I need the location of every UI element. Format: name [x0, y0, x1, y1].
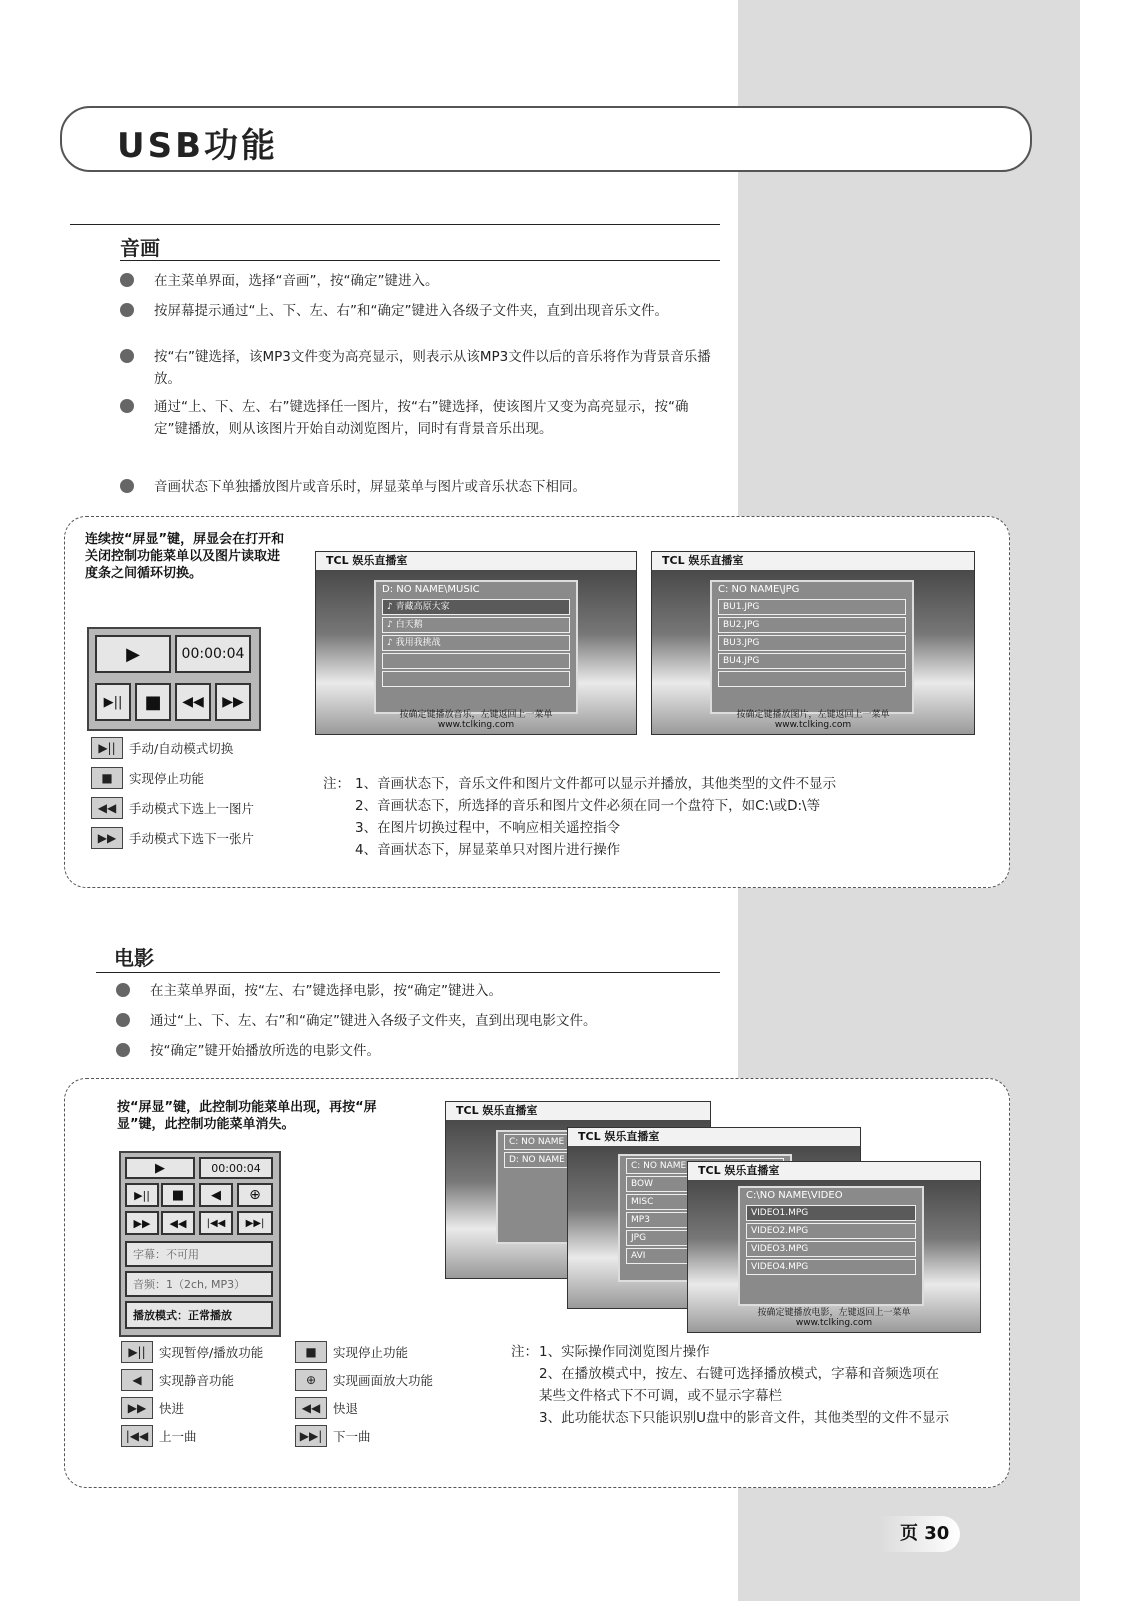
fast-forward-icon: ▶▶ [121, 1397, 153, 1419]
mute-icon[interactable]: ◀ [199, 1183, 233, 1207]
legend-item: ▶▶ 手动模式下选下一张片 [91, 827, 254, 849]
legend-item: ◀◀ 手动模式下选上一图片 [91, 797, 254, 819]
legend-item: ■ 实现停止功能 [295, 1341, 408, 1363]
bullet-icon [116, 1043, 130, 1057]
legend-item: ▶|| 手动/自动模式切换 [91, 737, 233, 759]
music-heading: 音画 [120, 236, 160, 260]
music-notes [323, 773, 953, 861]
stop-icon: ■ [295, 1341, 327, 1363]
panel-intro: 按“屏显”键，此控制功能菜单出现，再按“屏显”键，此控制功能菜单消失。 [117, 1100, 377, 1132]
legend-item: ▶▶| 下一曲 [295, 1425, 371, 1447]
time-display: 00:00:04 [199, 1157, 273, 1179]
folder-path: C: NO NAME\JPG [718, 584, 800, 595]
play-pause-icon[interactable]: ▶|| [125, 1183, 159, 1207]
page-title: USB功能 [117, 126, 279, 166]
bullet-icon [120, 479, 134, 493]
file-item[interactable]: BU4.JPG [718, 653, 906, 669]
file-item[interactable]: VIDEO2.MPG [746, 1223, 916, 1239]
empty-item [382, 653, 570, 669]
file-item[interactable]: ♪ 白天鹅 [382, 617, 570, 633]
mute-icon: ◀ [121, 1369, 153, 1391]
file-item[interactable]: VIDEO4.MPG [746, 1259, 916, 1275]
bullet-icon [120, 273, 134, 287]
file-item[interactable]: VIDEO3.MPG [746, 1241, 916, 1257]
music-control-menu [87, 627, 261, 731]
legend-item: ▶|| 实现暂停/播放功能 [121, 1341, 263, 1363]
tcl-logo: TCL 娱乐直播室 [688, 1162, 980, 1180]
title-banner [60, 106, 1032, 172]
legend-item: ■ 实现停止功能 [91, 767, 204, 789]
notes-label: 注： [323, 776, 350, 792]
folder-item[interactable]: MISC [626, 1194, 784, 1210]
note-line: 2、在播放模式中，按左、右键可选择播放模式，字幕和音频选项在某些文件格式下不可调，或不显示字幕栏 [539, 1366, 940, 1404]
folder-path: C:\NO NAME\VIDEO [746, 1190, 843, 1201]
music-step: 按“右”键选择，该MP3文件变为高亮显示，则表示从该MP3文件以后的音乐将作为背景音乐播放。 [120, 346, 720, 390]
play-icon[interactable]: ▶ [125, 1157, 195, 1179]
screen-footer: 按确定键播放电影，左键返回上一菜单 www.tclking.com [757, 1308, 911, 1328]
folder-item[interactable]: JPG [626, 1230, 784, 1246]
note-line: 3、此功能状态下只能识别U盘中的影音文件，其他类型的文件不显示 [539, 1410, 949, 1426]
movie-step: 按“确定”键开始播放所选的电影文件。 [116, 1040, 716, 1064]
section-rule [70, 224, 720, 225]
file-item[interactable]: BU1.JPG [718, 599, 906, 615]
music-screen [315, 551, 637, 735]
note-line: 2、音画状态下，所选择的音乐和图片文件必须在同一个盘符下，如C:\或D:\等 [355, 798, 821, 814]
play-pause-icon[interactable]: ▶|| [95, 683, 131, 721]
tcl-logo: TCL 娱乐直播室 [446, 1102, 710, 1120]
file-menu [374, 580, 578, 714]
drive-item[interactable]: D: NO NAME [504, 1152, 662, 1168]
legend-item: ◀◀ 快退 [295, 1397, 358, 1419]
legend-item: ◀ 实现静音功能 [121, 1369, 234, 1391]
music-step: 按屏幕提示通过“上、下、左、右”和“确定”键进入各级子文件夹，直到出现音乐文件。 [120, 300, 720, 344]
time-display: 00:00:04 [175, 635, 251, 673]
movie-step: 在主菜单界面，按“左、右”键选择电影，按“确定”键进入。 [116, 980, 716, 1004]
section-rule [96, 972, 720, 973]
rewind-icon[interactable]: ◀◀ [161, 1211, 195, 1235]
play-pause-icon: ▶|| [91, 737, 123, 759]
play-pause-icon: ▶|| [121, 1341, 153, 1363]
tcl-logo: TCL 娱乐直播室 [316, 552, 636, 570]
music-step: 音画状态下单独播放图片或音乐时，屏显菜单与图片或音乐状态下相同。 [120, 476, 720, 500]
note-line: 3、在图片切换过程中，不响应相关遥控指令 [355, 820, 621, 836]
folder-item[interactable]: BOW [626, 1176, 784, 1192]
file-menu [738, 1186, 924, 1306]
movie-heading: 电影 [114, 946, 154, 970]
previous-icon: |◀◀ [121, 1425, 153, 1447]
bullet-icon [120, 303, 134, 317]
previous-icon[interactable]: |◀◀ [199, 1211, 233, 1235]
fast-forward-icon[interactable]: ▶▶ [125, 1211, 159, 1235]
rewind-icon: ◀◀ [295, 1397, 327, 1419]
file-item[interactable]: VIDEO1.MPG [746, 1205, 916, 1221]
file-item[interactable]: ♪ 我用我挑战 [382, 635, 570, 651]
movie-step: 通过“上、下、左、右”和“确定”键进入各级子文件夹，直到出现电影文件。 [116, 1010, 716, 1034]
folder-path: D: NO NAME\MUSIC [382, 584, 480, 595]
bullet-icon [116, 983, 130, 997]
empty-item [718, 671, 906, 687]
movie-notes [511, 1341, 951, 1429]
audio-option[interactable]: 音频：1（2ch, MP3） [125, 1271, 273, 1297]
movie-file-screen [687, 1161, 981, 1333]
subtitle-option[interactable]: 字幕：不可用 [125, 1241, 273, 1267]
next-icon: ▶▶| [295, 1425, 327, 1447]
picture-screen [651, 551, 975, 735]
legend-item: ▶▶ 快进 [121, 1397, 184, 1419]
next-icon[interactable]: ▶▶ [215, 683, 251, 721]
screen-footer: 按确定键播放图片，左键返回上一菜单 www.tclking.com [736, 710, 890, 730]
file-item[interactable]: BU2.JPG [718, 617, 906, 633]
stop-icon[interactable]: ■ [135, 683, 171, 721]
zoom-icon: ⊕ [295, 1369, 327, 1391]
file-menu [710, 580, 914, 714]
note-line: 1、音画状态下，音乐文件和图片文件都可以显示并播放，其他类型的文件不显示 [355, 776, 837, 792]
stop-icon[interactable]: ■ [161, 1183, 195, 1207]
note-line: 4、音画状态下，屏显菜单只对图片进行操作 [355, 842, 621, 858]
music-panel [64, 516, 1010, 888]
next-icon[interactable]: ▶▶| [237, 1211, 273, 1235]
legend-item: |◀◀ 上一曲 [121, 1425, 197, 1447]
empty-item [382, 671, 570, 687]
notes-label: 注： [511, 1344, 538, 1360]
screen-footer: 按确定键播放音乐，左键返回上一菜单 www.tclking.com [399, 710, 553, 730]
next-icon: ▶▶ [91, 827, 123, 849]
tcl-logo: TCL 娱乐直播室 [568, 1128, 860, 1146]
drive-item[interactable]: C: NO NAME [504, 1134, 662, 1150]
play-icon[interactable]: ▶ [95, 635, 171, 673]
play-mode-option[interactable]: 播放模式：正常播放 [125, 1301, 273, 1329]
legend-item: ⊕ 实现画面放大功能 [295, 1369, 433, 1391]
previous-icon[interactable]: ◀◀ [175, 683, 211, 721]
bullet-icon [120, 349, 134, 363]
file-item[interactable]: BU3.JPG [718, 635, 906, 651]
folder-item[interactable]: C: NO NAME [626, 1158, 784, 1174]
folder-item[interactable]: AVI [626, 1248, 784, 1264]
movie-panel [64, 1078, 1010, 1488]
zoom-icon[interactable]: ⊕ [237, 1183, 273, 1207]
note-line: 1、实际操作同浏览图片操作 [539, 1344, 710, 1360]
section-rule [120, 260, 720, 261]
bullet-icon [116, 1013, 130, 1027]
tcl-logo: TCL 娱乐直播室 [652, 552, 974, 570]
page-margin [1080, 0, 1140, 1601]
panel-intro: 连续按“屏显”键，屏显会在打开和关闭控制功能菜单以及图片读取进度条之间循环切换。 [85, 532, 285, 581]
music-step: 通过“上、下、左、右”键选择任一图片，按“右”键选择，使该图片又变为高亮显示，按“确定”键播放，则从该图片开始自动浏览图片，同时有背景音乐出现。 [120, 396, 720, 462]
previous-icon: ◀◀ [91, 797, 123, 819]
stop-icon: ■ [91, 767, 123, 789]
page-number: 页 30 [880, 1516, 960, 1552]
movie-control-menu [119, 1151, 281, 1337]
bullet-icon [120, 399, 134, 413]
file-item[interactable]: ♪ 青藏高原大家 [382, 599, 570, 615]
music-step: 在主菜单界面，选择“音画”，按“确定”键进入。 [120, 270, 720, 294]
folder-item[interactable]: MP3 [626, 1212, 784, 1228]
